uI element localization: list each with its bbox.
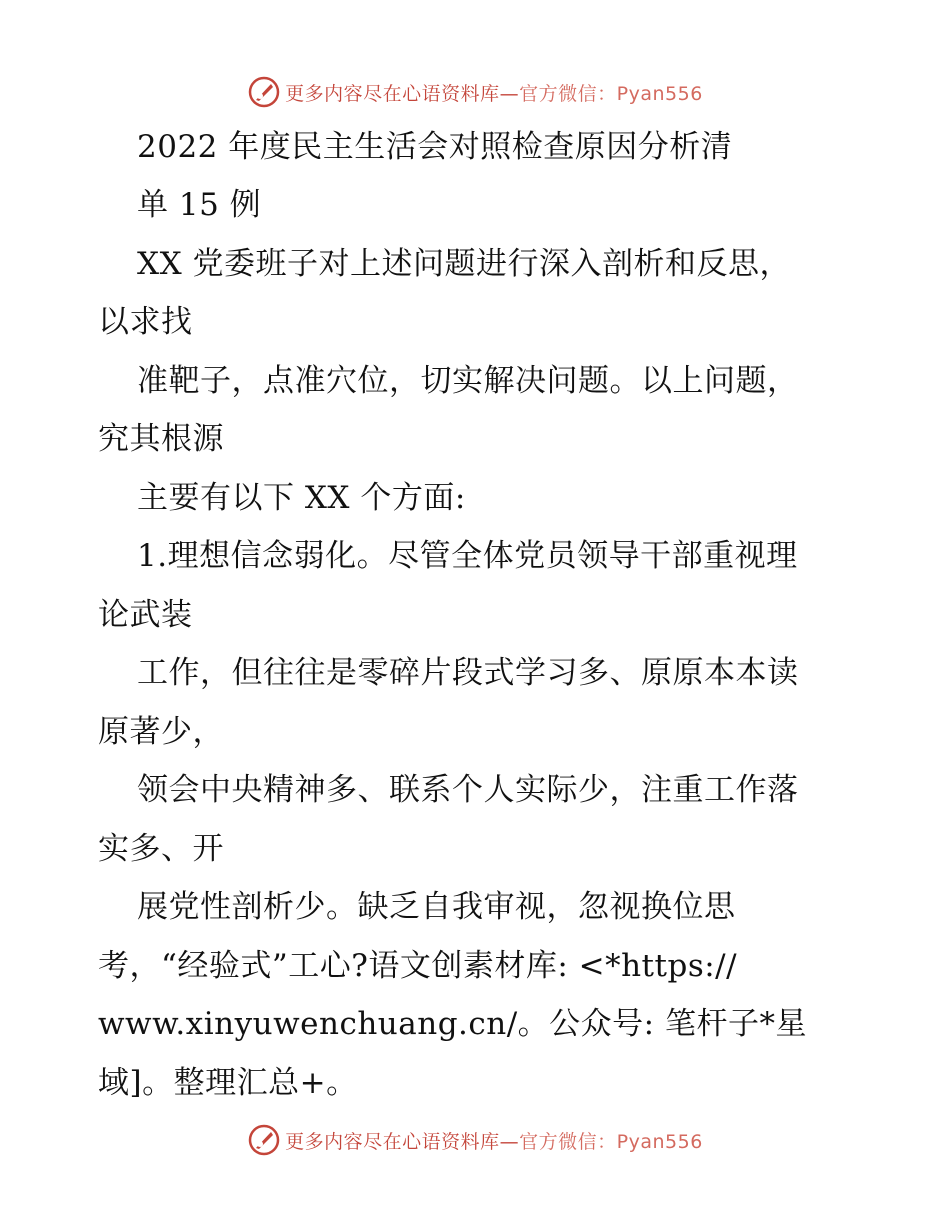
doc-line: 主要有以下 XX 个方面: (137, 480, 466, 516)
doc-line: 2022 年度民主生活会对照检查原因分析清 (137, 129, 733, 165)
watermark-text: 更多内容尽在心语资料库—官方微信：Pyan556 (285, 1130, 703, 1153)
doc-line: 领会中央精神多、联系个人实际少，注重工作落 (137, 772, 799, 808)
doc-line: XX 党委班子对上述问题进行深入剖析和反思， (137, 246, 791, 282)
doc-line: 准靶子，点准穴位，切实解决问题。以上问题， (137, 363, 799, 399)
feather-pen-icon (247, 1123, 281, 1157)
doc-line: 以求找 (98, 304, 193, 340)
doc-line: 究其根源 (98, 421, 224, 457)
doc-line: 展党性剖析少。缺乏自我审视，忽视换位思 (137, 889, 736, 925)
doc-line: 论武装 (98, 597, 193, 633)
doc-line: 原著少， (98, 714, 224, 750)
watermark-text: 更多内容尽在心语资料库—官方微信：Pyan556 (285, 82, 703, 105)
doc-line: 实多、开 (98, 831, 224, 867)
doc-line: 工作，但往往是零碎片段式学习多、原原本本读 (137, 655, 799, 691)
watermark-banner-bottom (0, 1120, 950, 1160)
doc-line: 域]。整理汇总+。 (98, 1065, 358, 1101)
doc-line: 单 15 例 (137, 187, 262, 223)
doc-line: 考，“经验式”工心?语文创素材库: <*https:// (98, 948, 738, 984)
doc-line: www.xinyuwenchuang.cn/。公众号: 笔杆子*星 (98, 1006, 807, 1042)
doc-line: 1.理想信念弱化。尽管全体党员领导干部重视理 (137, 538, 798, 574)
